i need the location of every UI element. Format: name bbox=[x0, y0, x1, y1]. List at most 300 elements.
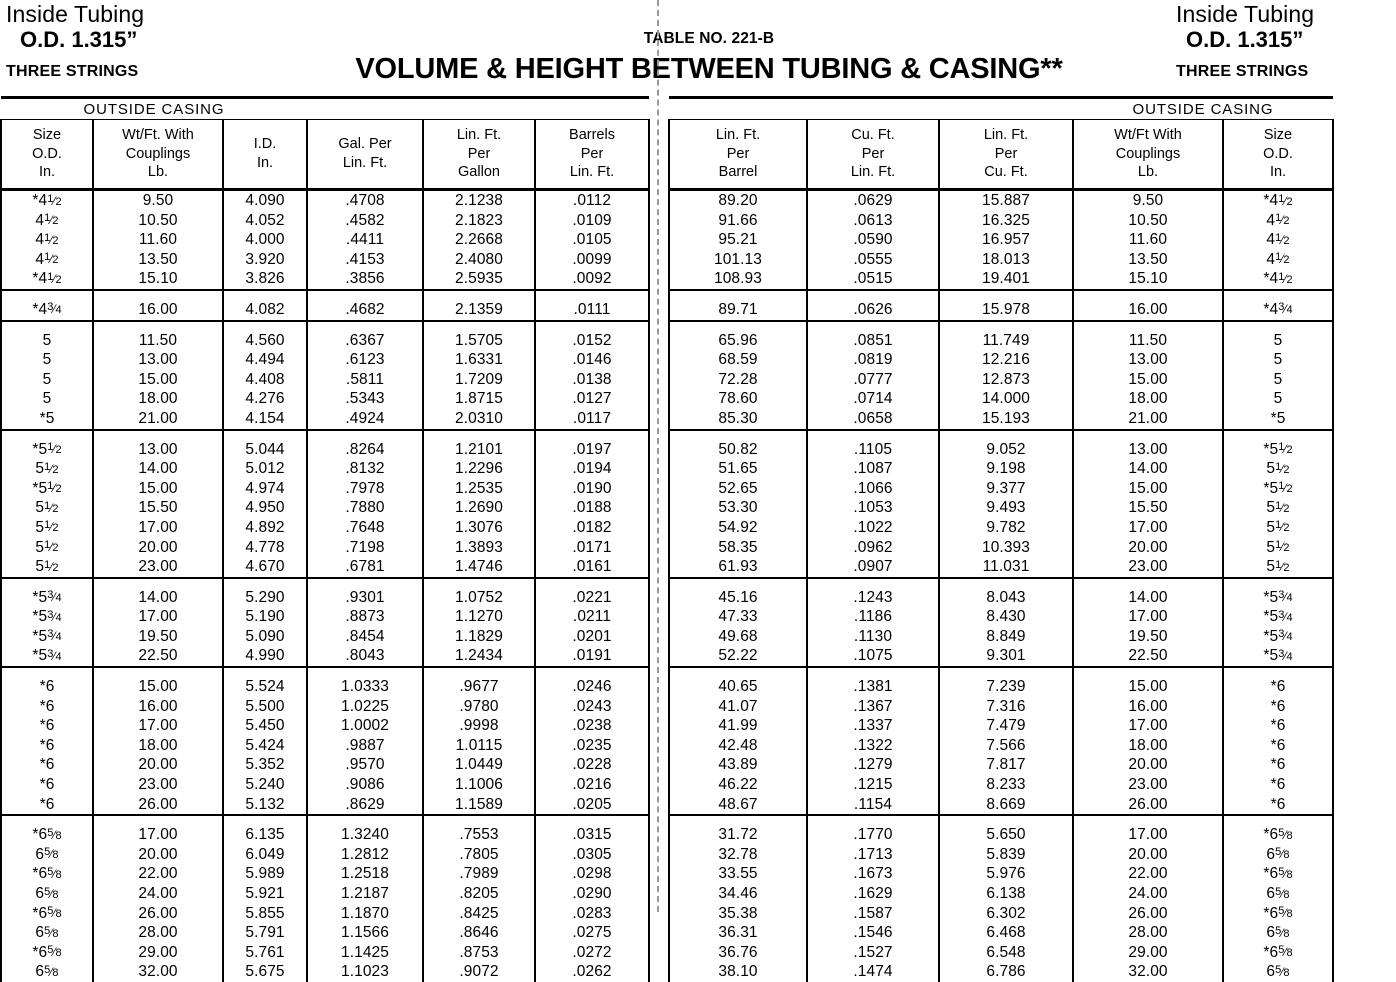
block-separator-cell bbox=[1073, 430, 1223, 440]
column-header-line: Wt/Ft. With bbox=[122, 127, 194, 144]
cell-wt: 22.00 bbox=[1073, 864, 1223, 884]
table-row bbox=[1, 825, 649, 845]
cell-cuft-per-lf: .1546 bbox=[807, 923, 939, 943]
cell-id: 4.154 bbox=[223, 409, 307, 430]
cell-id: 5.855 bbox=[223, 904, 307, 924]
cell-lf-per-gal: .7989 bbox=[423, 864, 535, 884]
cell-wt: 17.00 bbox=[1073, 716, 1223, 736]
cell-lf-per-cuft: 11.749 bbox=[939, 331, 1073, 351]
cell-wt: 23.00 bbox=[93, 775, 223, 795]
block-separator-cell bbox=[535, 430, 649, 440]
cell-cuft-per-lf: .1154 bbox=[807, 795, 939, 816]
block-separator-cell bbox=[223, 815, 307, 825]
block-separator-cell bbox=[423, 667, 535, 677]
cell-wt: 17.00 bbox=[1073, 607, 1223, 627]
table-row bbox=[669, 409, 1333, 430]
cell-lf-per-cuft: 6.548 bbox=[939, 943, 1073, 963]
cell-wt: 17.00 bbox=[1073, 518, 1223, 538]
cell-size-od: $*6^5⁄8$ bbox=[1, 904, 93, 924]
block-separator-cell bbox=[1073, 578, 1223, 588]
cell-lf-per-gal: 1.3893 bbox=[423, 538, 535, 558]
cell-lf-per-cuft: 9.198 bbox=[939, 459, 1073, 479]
cell-cuft-per-lf: .0590 bbox=[807, 230, 939, 250]
cell-wt: 23.00 bbox=[93, 557, 223, 578]
cell-cuft-per-lf: .1587 bbox=[807, 904, 939, 924]
cell-wt: 15.00 bbox=[1073, 479, 1223, 499]
header-corner-right bbox=[1176, 2, 1396, 81]
cell-wt: 28.00 bbox=[1073, 923, 1223, 943]
cell-lf-per-gal: 1.2434 bbox=[423, 646, 535, 667]
cell-cuft-per-lf: .1279 bbox=[807, 755, 939, 775]
block-separator-cell bbox=[807, 578, 939, 588]
cell-lf-per-gal: .9677 bbox=[423, 677, 535, 697]
cell-cuft-per-lf: .1087 bbox=[807, 459, 939, 479]
cell-id: 5.424 bbox=[223, 736, 307, 756]
cell-lf-per-cuft: 6.786 bbox=[939, 962, 1073, 982]
cell-cuft-per-lf: .1770 bbox=[807, 825, 939, 845]
cell-bbl-per-lf: .0298 bbox=[535, 864, 649, 884]
cell-size-od: $*5^3⁄4$ bbox=[1223, 588, 1333, 608]
cell-wt: 17.00 bbox=[93, 716, 223, 736]
cell-lf-per-cuft: 15.978 bbox=[939, 300, 1073, 321]
cell-wt: 15.00 bbox=[1073, 677, 1223, 697]
block-separator bbox=[1, 815, 649, 825]
table-row bbox=[1, 300, 649, 321]
table-row bbox=[669, 518, 1333, 538]
block-separator-cell bbox=[807, 290, 939, 300]
cell-lf-per-bbl: 89.71 bbox=[669, 300, 807, 321]
cell-cuft-per-lf: .1215 bbox=[807, 775, 939, 795]
cell-size-od: 5 bbox=[1, 350, 93, 370]
cell-lf-per-bbl: 34.46 bbox=[669, 884, 807, 904]
cell-wt: 14.00 bbox=[93, 459, 223, 479]
cell-lf-per-bbl: 101.13 bbox=[669, 250, 807, 270]
column-header-line: Couplings bbox=[1115, 145, 1181, 162]
cell-bbl-per-lf: .0182 bbox=[535, 518, 649, 538]
column-header-line: Per bbox=[726, 145, 750, 162]
cell-bbl-per-lf: .0275 bbox=[535, 923, 649, 943]
cell-lf-per-gal: 2.5935 bbox=[423, 269, 535, 290]
cell-id: 5.190 bbox=[223, 607, 307, 627]
cell-size-od: $*6^5⁄8$ bbox=[1, 943, 93, 963]
cell-size-od: *6 bbox=[1223, 775, 1333, 795]
cell-lf-per-gal: 2.1359 bbox=[423, 300, 535, 321]
block-separator-cell bbox=[1073, 815, 1223, 825]
cell-size-od: *6 bbox=[1223, 755, 1333, 775]
group-header-row-right bbox=[669, 98, 1333, 120]
column-header-cell bbox=[1, 120, 93, 190]
cell-size-od: *6 bbox=[1223, 736, 1333, 756]
cell-size-od: 5 bbox=[1223, 389, 1333, 409]
cell-lf-per-gal: 2.2668 bbox=[423, 230, 535, 250]
table-row bbox=[669, 350, 1333, 370]
cell-lf-per-bbl: 36.31 bbox=[669, 923, 807, 943]
cell-id: 5.524 bbox=[223, 677, 307, 697]
table-row bbox=[1, 884, 649, 904]
cell-id: 5.132 bbox=[223, 795, 307, 816]
block-separator-cell bbox=[223, 290, 307, 300]
block-separator-cell bbox=[939, 667, 1073, 677]
cell-bbl-per-lf: .0194 bbox=[535, 459, 649, 479]
cell-bbl-per-lf: .0262 bbox=[535, 962, 649, 982]
cell-wt: 29.00 bbox=[93, 943, 223, 963]
cell-lf-per-bbl: 91.66 bbox=[669, 211, 807, 231]
cell-bbl-per-lf: .0315 bbox=[535, 825, 649, 845]
table-row bbox=[669, 498, 1333, 518]
table-row bbox=[1, 697, 649, 717]
cell-size-od: $*5^1⁄2$ bbox=[1, 479, 93, 499]
column-header-cell bbox=[807, 120, 939, 190]
cell-bbl-per-lf: .0112 bbox=[535, 190, 649, 211]
table-row bbox=[669, 864, 1333, 884]
cell-gal-per-lf: .4708 bbox=[307, 190, 423, 211]
page-header bbox=[0, 0, 1332, 96]
cell-lf-per-bbl: 43.89 bbox=[669, 755, 807, 775]
cell-lf-per-bbl: 41.99 bbox=[669, 716, 807, 736]
block-separator-cell bbox=[1223, 578, 1333, 588]
block-separator-cell bbox=[423, 321, 535, 331]
column-header-row-right bbox=[669, 120, 1333, 190]
column-header-line: O.D. bbox=[1263, 145, 1293, 162]
cell-lf-per-cuft: 9.782 bbox=[939, 518, 1073, 538]
cell-wt: 13.50 bbox=[1073, 250, 1223, 270]
cell-lf-per-bbl: 72.28 bbox=[669, 370, 807, 390]
cell-wt: 21.00 bbox=[1073, 409, 1223, 430]
column-header-line: Lin. Ft. bbox=[456, 127, 502, 144]
cell-cuft-per-lf: .1474 bbox=[807, 962, 939, 982]
block-separator-cell bbox=[1, 815, 93, 825]
cell-lf-per-cuft: 5.650 bbox=[939, 825, 1073, 845]
column-header-line: Barrels bbox=[569, 127, 615, 144]
block-separator-cell bbox=[939, 815, 1073, 825]
cell-gal-per-lf: .6367 bbox=[307, 331, 423, 351]
cell-id: 4.990 bbox=[223, 646, 307, 667]
group-header-spacer-left bbox=[307, 98, 649, 120]
cell-lf-per-gal: .8425 bbox=[423, 904, 535, 924]
title-block bbox=[0, 27, 1332, 86]
cell-gal-per-lf: .7648 bbox=[307, 518, 423, 538]
cell-size-od: *6 bbox=[1, 697, 93, 717]
cell-gal-per-lf: 1.1870 bbox=[307, 904, 423, 924]
cell-size-od: $*5^3⁄4$ bbox=[1, 607, 93, 627]
cell-id: 5.352 bbox=[223, 755, 307, 775]
cell-size-od: 5 bbox=[1223, 350, 1333, 370]
cell-wt: 22.50 bbox=[93, 646, 223, 667]
cell-size-od: $4^1⁄2$ bbox=[1223, 211, 1333, 231]
column-header-cell bbox=[307, 120, 423, 190]
cell-wt: 15.00 bbox=[93, 677, 223, 697]
cell-size-od: *5 bbox=[1, 409, 93, 430]
cell-lf-per-cuft: 15.887 bbox=[939, 190, 1073, 211]
cell-lf-per-bbl: 36.76 bbox=[669, 943, 807, 963]
column-header-line: Lb. bbox=[147, 164, 169, 181]
cell-id: 5.450 bbox=[223, 716, 307, 736]
cell-lf-per-cuft: 5.976 bbox=[939, 864, 1073, 884]
cell-bbl-per-lf: .0201 bbox=[535, 627, 649, 647]
cell-gal-per-lf: .9570 bbox=[307, 755, 423, 775]
table-row bbox=[1, 459, 649, 479]
block-separator-cell bbox=[807, 815, 939, 825]
cell-size-od: $6^5⁄8$ bbox=[1, 923, 93, 943]
column-header-line: In. bbox=[38, 164, 56, 181]
cell-bbl-per-lf: .0228 bbox=[535, 755, 649, 775]
cell-lf-per-bbl: 31.72 bbox=[669, 825, 807, 845]
cell-wt: 22.00 bbox=[93, 864, 223, 884]
cell-id: 4.974 bbox=[223, 479, 307, 499]
cell-id: 4.090 bbox=[223, 190, 307, 211]
cell-lf-per-gal: 1.4746 bbox=[423, 557, 535, 578]
cell-lf-per-gal: 1.1270 bbox=[423, 607, 535, 627]
cell-size-od: $6^5⁄8$ bbox=[1, 884, 93, 904]
cell-lf-per-bbl: 51.65 bbox=[669, 459, 807, 479]
cell-lf-per-gal: .7553 bbox=[423, 825, 535, 845]
block-separator-cell bbox=[423, 578, 535, 588]
cell-size-od: $*5^3⁄4$ bbox=[1223, 607, 1333, 627]
block-separator-cell bbox=[669, 667, 807, 677]
cell-gal-per-lf: .7978 bbox=[307, 479, 423, 499]
cell-wt: 24.00 bbox=[1073, 884, 1223, 904]
cell-size-od: $*5^1⁄2$ bbox=[1, 440, 93, 460]
column-header-line: Couplings bbox=[125, 145, 191, 162]
block-separator bbox=[669, 321, 1333, 331]
table-row bbox=[1, 518, 649, 538]
cell-lf-per-gal: 1.2535 bbox=[423, 479, 535, 499]
table-body-left bbox=[1, 190, 649, 982]
block-separator-cell bbox=[307, 667, 423, 677]
cell-gal-per-lf: 1.2812 bbox=[307, 845, 423, 865]
column-header-line: Per bbox=[467, 145, 491, 162]
cell-size-od: *6 bbox=[1223, 716, 1333, 736]
cell-size-od: *6 bbox=[1, 716, 93, 736]
cell-wt: 13.00 bbox=[1073, 350, 1223, 370]
cell-size-od: $*5^3⁄4$ bbox=[1223, 627, 1333, 647]
cell-lf-per-cuft: 15.193 bbox=[939, 409, 1073, 430]
block-separator-cell bbox=[223, 321, 307, 331]
block-separator-cell bbox=[1073, 667, 1223, 677]
cell-wt: 17.00 bbox=[1073, 825, 1223, 845]
cell-id: 6.135 bbox=[223, 825, 307, 845]
block-separator-cell bbox=[535, 815, 649, 825]
table-row bbox=[669, 269, 1333, 290]
cell-lf-per-bbl: 54.92 bbox=[669, 518, 807, 538]
block-separator-cell bbox=[535, 578, 649, 588]
cell-bbl-per-lf: .0127 bbox=[535, 389, 649, 409]
cell-wt: 13.00 bbox=[93, 440, 223, 460]
cell-id: 4.560 bbox=[223, 331, 307, 351]
cell-cuft-per-lf: .0962 bbox=[807, 538, 939, 558]
cell-lf-per-gal: 1.0449 bbox=[423, 755, 535, 775]
cell-size-od: $4^1⁄2$ bbox=[1, 230, 93, 250]
table-row bbox=[669, 389, 1333, 409]
column-header-line: Gal. Per bbox=[338, 136, 392, 153]
cell-size-od: $*5^3⁄4$ bbox=[1, 588, 93, 608]
block-separator-cell bbox=[669, 321, 807, 331]
cell-wt: 16.00 bbox=[93, 300, 223, 321]
table-row bbox=[1, 331, 649, 351]
table-row bbox=[1, 440, 649, 460]
cell-wt: 17.00 bbox=[93, 518, 223, 538]
cell-lf-per-gal: 1.7209 bbox=[423, 370, 535, 390]
data-table-right bbox=[668, 96, 1334, 982]
cell-id: 4.052 bbox=[223, 211, 307, 231]
cell-gal-per-lf: .4682 bbox=[307, 300, 423, 321]
table-row bbox=[1, 943, 649, 963]
cell-lf-per-gal: 1.0115 bbox=[423, 736, 535, 756]
cell-gal-per-lf: .7198 bbox=[307, 538, 423, 558]
group-header-outside-casing-left: OUTSIDE CASING bbox=[83, 100, 225, 118]
cell-lf-per-gal: .8205 bbox=[423, 884, 535, 904]
block-separator-cell bbox=[535, 290, 649, 300]
cell-lf-per-cuft: 16.325 bbox=[939, 211, 1073, 231]
column-header-cell bbox=[535, 120, 649, 190]
cell-bbl-per-lf: .0235 bbox=[535, 736, 649, 756]
column-header-line: Lb. bbox=[1137, 164, 1159, 181]
table-row bbox=[669, 211, 1333, 231]
table-row bbox=[1, 646, 649, 667]
block-separator-cell bbox=[223, 667, 307, 677]
cell-wt: 22.50 bbox=[1073, 646, 1223, 667]
cell-lf-per-bbl: 35.38 bbox=[669, 904, 807, 924]
group-header-outside-casing-right: OUTSIDE CASING bbox=[1132, 100, 1274, 118]
cell-bbl-per-lf: .0146 bbox=[535, 350, 649, 370]
table-row bbox=[1, 250, 649, 270]
cell-gal-per-lf: .8629 bbox=[307, 795, 423, 816]
cell-lf-per-cuft: 8.430 bbox=[939, 607, 1073, 627]
table-row bbox=[669, 588, 1333, 608]
cell-wt: 32.00 bbox=[93, 962, 223, 982]
block-separator bbox=[1, 667, 649, 677]
block-separator bbox=[669, 667, 1333, 677]
table-row bbox=[669, 904, 1333, 924]
cell-lf-per-gal: 2.0310 bbox=[423, 409, 535, 430]
cell-lf-per-cuft: 8.669 bbox=[939, 795, 1073, 816]
cell-lf-per-bbl: 38.10 bbox=[669, 962, 807, 982]
cell-size-od: *6 bbox=[1, 775, 93, 795]
cell-size-od: *6 bbox=[1223, 795, 1333, 816]
cell-size-od: $6^5⁄8$ bbox=[1223, 884, 1333, 904]
cell-id: 5.090 bbox=[223, 627, 307, 647]
table-row bbox=[1, 498, 649, 518]
cell-lf-per-bbl: 42.48 bbox=[669, 736, 807, 756]
cell-lf-per-bbl: 78.60 bbox=[669, 389, 807, 409]
cell-bbl-per-lf: .0188 bbox=[535, 498, 649, 518]
cell-lf-per-bbl: 40.65 bbox=[669, 677, 807, 697]
table-row bbox=[1, 211, 649, 231]
cell-bbl-per-lf: .0105 bbox=[535, 230, 649, 250]
cell-size-od: $*5^1⁄2$ bbox=[1223, 440, 1333, 460]
cell-cuft-per-lf: .0613 bbox=[807, 211, 939, 231]
cell-lf-per-bbl: 52.65 bbox=[669, 479, 807, 499]
column-header-line: O.D. bbox=[32, 145, 62, 162]
table-row bbox=[1, 736, 649, 756]
cell-lf-per-cuft: 6.138 bbox=[939, 884, 1073, 904]
cell-lf-per-gal: 1.5705 bbox=[423, 331, 535, 351]
cell-bbl-per-lf: .0243 bbox=[535, 697, 649, 717]
cell-wt: 16.00 bbox=[93, 697, 223, 717]
cell-wt: 20.00 bbox=[1073, 538, 1223, 558]
cell-gal-per-lf: .8132 bbox=[307, 459, 423, 479]
cell-id: 4.000 bbox=[223, 230, 307, 250]
cell-gal-per-lf: 1.0002 bbox=[307, 716, 423, 736]
table-row bbox=[669, 697, 1333, 717]
cell-size-od: *6 bbox=[1, 736, 93, 756]
cell-wt: 17.00 bbox=[93, 607, 223, 627]
cell-wt: 15.00 bbox=[93, 370, 223, 390]
cell-cuft-per-lf: .0555 bbox=[807, 250, 939, 270]
table-row bbox=[1, 627, 649, 647]
cell-lf-per-bbl: 65.96 bbox=[669, 331, 807, 351]
cell-cuft-per-lf: .1130 bbox=[807, 627, 939, 647]
table-row bbox=[669, 845, 1333, 865]
cell-bbl-per-lf: .0290 bbox=[535, 884, 649, 904]
column-header-line: Cu. Ft. bbox=[851, 127, 895, 144]
cell-lf-per-gal: 2.1238 bbox=[423, 190, 535, 211]
table-row bbox=[1, 389, 649, 409]
cell-cuft-per-lf: .1105 bbox=[807, 440, 939, 460]
cell-wt: 26.00 bbox=[1073, 795, 1223, 816]
cell-size-od: 5 bbox=[1, 331, 93, 351]
cell-lf-per-cuft: 8.043 bbox=[939, 588, 1073, 608]
block-separator bbox=[1, 578, 649, 588]
cell-size-od: $4^1⁄2$ bbox=[1223, 250, 1333, 270]
cell-lf-per-cuft: 8.233 bbox=[939, 775, 1073, 795]
table-row bbox=[1, 370, 649, 390]
table-row bbox=[669, 440, 1333, 460]
cell-wt: 23.00 bbox=[1073, 557, 1223, 578]
cell-wt: 21.00 bbox=[93, 409, 223, 430]
cell-gal-per-lf: .4582 bbox=[307, 211, 423, 231]
table-row bbox=[1, 962, 649, 982]
three-strings-label-left: THREE STRINGS bbox=[6, 62, 139, 80]
table-row bbox=[1, 755, 649, 775]
cell-id: 3.826 bbox=[223, 269, 307, 290]
cell-cuft-per-lf: .1243 bbox=[807, 588, 939, 608]
cell-gal-per-lf: 1.1425 bbox=[307, 943, 423, 963]
cell-size-od: $6^5⁄8$ bbox=[1223, 845, 1333, 865]
cell-lf-per-bbl: 58.35 bbox=[669, 538, 807, 558]
cell-lf-per-gal: .9998 bbox=[423, 716, 535, 736]
table-row bbox=[669, 459, 1333, 479]
block-separator-cell bbox=[807, 667, 939, 677]
column-header-cell bbox=[93, 120, 223, 190]
cell-cuft-per-lf: .1367 bbox=[807, 697, 939, 717]
cell-lf-per-cuft: 11.031 bbox=[939, 557, 1073, 578]
cell-size-od: $4^1⁄2$ bbox=[1, 250, 93, 270]
cell-id: 5.240 bbox=[223, 775, 307, 795]
cell-id: 5.675 bbox=[223, 962, 307, 982]
cell-gal-per-lf: 1.1566 bbox=[307, 923, 423, 943]
cell-gal-per-lf: .4153 bbox=[307, 250, 423, 270]
cell-wt: 26.00 bbox=[93, 904, 223, 924]
block-separator-cell bbox=[223, 430, 307, 440]
cell-lf-per-cuft: 7.316 bbox=[939, 697, 1073, 717]
table-row bbox=[669, 190, 1333, 211]
cell-wt: 26.00 bbox=[1073, 904, 1223, 924]
cell-wt: 10.50 bbox=[93, 211, 223, 231]
cell-wt: 18.00 bbox=[1073, 389, 1223, 409]
cell-lf-per-gal: 1.6331 bbox=[423, 350, 535, 370]
cell-gal-per-lf: .8873 bbox=[307, 607, 423, 627]
cell-lf-per-gal: 1.8715 bbox=[423, 389, 535, 409]
cell-cuft-per-lf: .0819 bbox=[807, 350, 939, 370]
block-separator-cell bbox=[1223, 430, 1333, 440]
cell-wt: 15.50 bbox=[1073, 498, 1223, 518]
cell-lf-per-cuft: 9.301 bbox=[939, 646, 1073, 667]
cell-size-od: $4^1⁄2$ bbox=[1223, 230, 1333, 250]
cell-lf-per-bbl: 85.30 bbox=[669, 409, 807, 430]
block-separator-cell bbox=[807, 321, 939, 331]
cell-size-od: $5^1⁄2$ bbox=[1223, 538, 1333, 558]
